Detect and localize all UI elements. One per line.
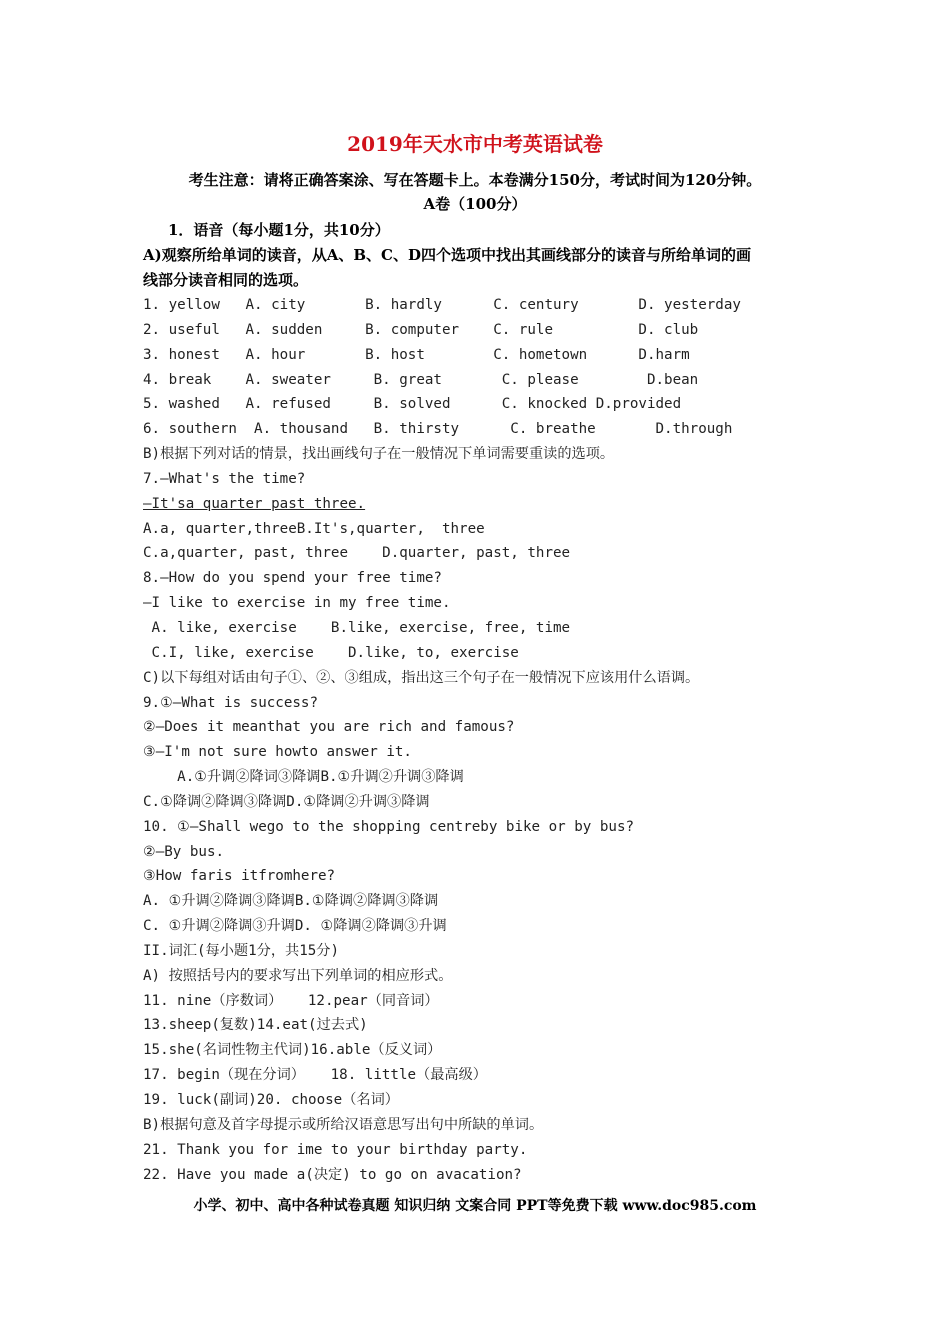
question-22: 22. Have you made a(决定) to go on avacation? (143, 1166, 522, 1183)
question-5: 5. washed A. refused B. solved C. knocked D.provided (143, 396, 682, 413)
paper-a-heading: A卷（100分） (423, 195, 527, 213)
section1-partA-instruction-1: A)观察所给单词的读音，从A、B、C、D四个选项中找出其画线部分的读音与所给单词的画 (143, 246, 752, 264)
question-9-line-1: 9.①—What is success? (143, 694, 319, 711)
question-4: 4. break A. sweater B. great C. please D.bean (143, 371, 699, 388)
question-9-line-3: ③—I'm not sure howto answer it. (143, 744, 412, 761)
question-9-line-2: ②—Does it meanthat you are rich and famous? (143, 719, 515, 736)
question-8-sentence: —I like to exercise in my free time. (143, 595, 451, 612)
questions-19-20: 19. luck(副词)20. choose（名词） (143, 1092, 399, 1108)
page-footer: 小学、初中、高中各种试卷真题 知识归纳 文案合同 PPT等免费下载 www.doc985.com (193, 1198, 757, 1214)
exam-notice: 考生注意：请将正确答案涂、写在答题卡上。本卷满分150分，考试时间为120分钟。 (188, 171, 762, 189)
question-21: 21. Thank you for ime to your birthday party. (143, 1141, 528, 1158)
exam-title: 2019年天水市中考英语试卷 (347, 132, 603, 156)
question-9-options-1: A.①升调②降词③降调B.①升调②升调③降调 (143, 769, 464, 786)
section1-partA-instruction-2: 线部分读音相同的选项。 (143, 271, 309, 289)
section1-partC-instruction: C)以下每组对话由句子①、②、③组成，指出这三个句子在一般情况下应该用什么语调。 (143, 669, 700, 686)
question-8-prompt: 8.—How do you spend your free time? (143, 570, 442, 587)
section2-heading: II.词汇(每小题1分，共15分) (143, 942, 340, 959)
question-7-underlined-sentence: —It'sa quarter past three. (143, 495, 366, 512)
question-8-options-2: C.I, like, exercise D.like, to, exercise (143, 644, 519, 661)
question-7-options-2: C.a,quarter, past, three D.quarter, past, three (143, 545, 571, 562)
exam-content (143, 218, 823, 1187)
question-1: 1. yellow A. city B. hardly C. century D. yesterday (143, 297, 741, 313)
section1-heading: 1．语音（每小题1分，共10分） (168, 221, 390, 239)
section2-partA-instruction: A) 按照括号内的要求写出下列单词的相应形式。 (143, 967, 453, 984)
questions-17-18: 17. begin（现在分词） 18. little（最高级） (143, 1067, 487, 1084)
question-7-prompt: 7.—What's the time? (143, 470, 306, 487)
questions-13-14: 13.sheep(复数)14.eat(过去式) (143, 1017, 368, 1034)
question-6: 6. southern A. thousand B. thirsty C. breathe D.through (143, 421, 733, 438)
question-10-line-3: ③How faris itfromhere? (143, 868, 336, 885)
section1-partB-instruction: B)根据下列对话的情景，找出画线句子在一般情况下单词需要重读的选项。 (143, 446, 615, 463)
questions-15-16: 15.she(名词性物主代词)16.able（反义词） (143, 1042, 442, 1059)
question-7-options-1: A.a, quarter,threeB.It's,quarter, three (143, 520, 485, 537)
question-10-line-1: 10. ①—Shall wego to the shopping centreby bike or by bus? (143, 818, 635, 835)
question-10-line-2: ②—By bus. (143, 843, 225, 860)
question-3: 3. honest A. hour B. host C. hometown D.harm (143, 346, 690, 363)
question-9-options-2: C.①降调②降调③降调D.①降调②升调③降调 (143, 793, 430, 810)
questions-11-12: 11. nine（序数词） 12.pear（同音词） (143, 992, 439, 1009)
question-10-options-2: C. ①升调②降调③升调D. ①降调②降调③升调 (143, 918, 447, 935)
question-10-options-1: A. ①升调②降调③降调B.①降调②降调③降调 (143, 893, 439, 910)
question-8-options-1: A. like, exercise B.like, exercise, free, time (143, 619, 571, 636)
question-2: 2. useful A. sudden B. computer C. rule D. club (143, 321, 699, 338)
section2-partB-instruction: B)根据句意及首字母提示或所给汉语意思写出句中所缺的单词。 (143, 1116, 544, 1133)
